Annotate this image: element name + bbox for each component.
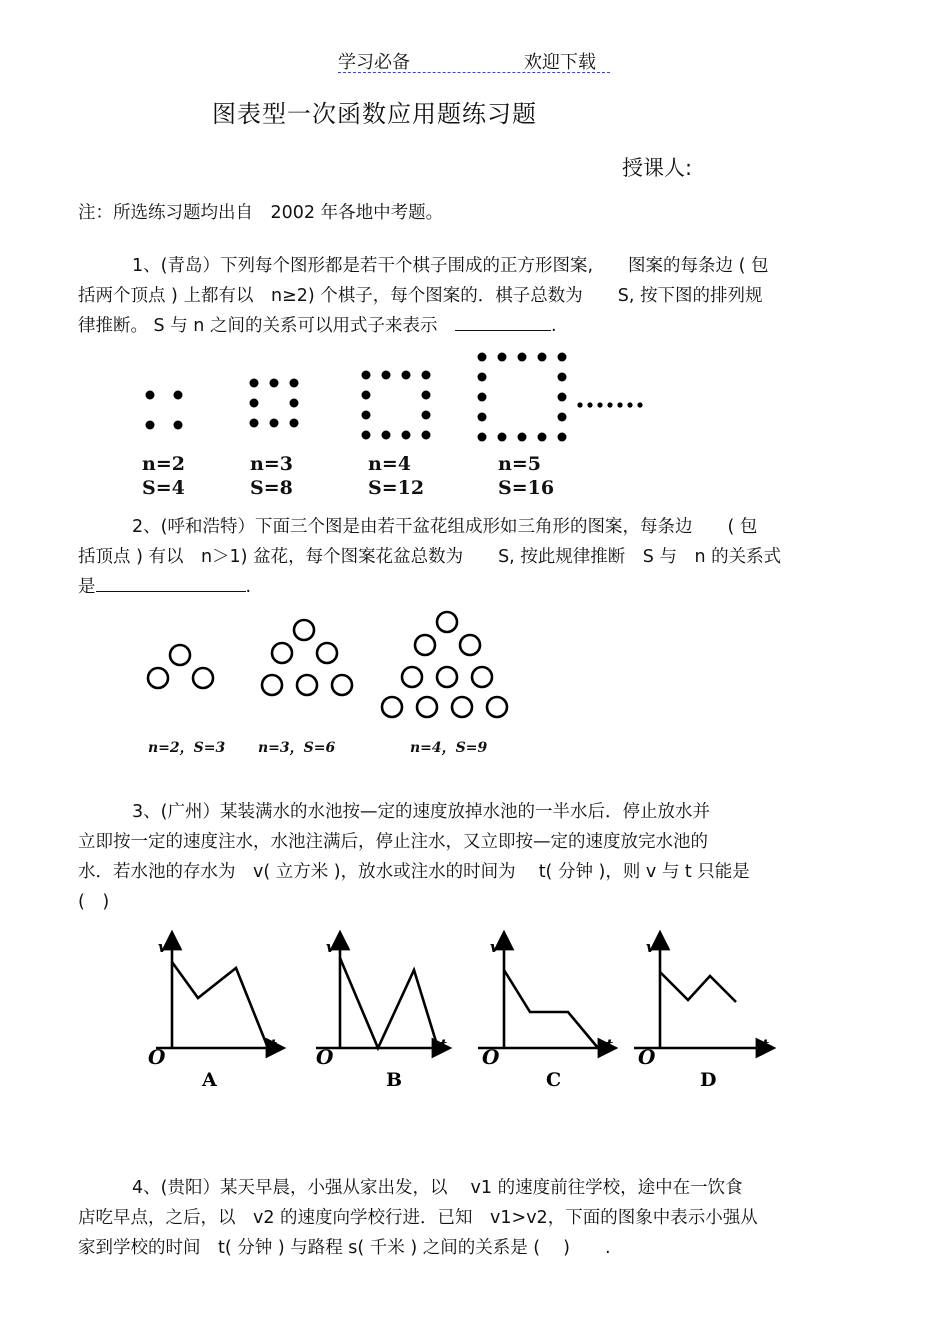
- graph-c: [478, 940, 608, 1048]
- pattern-4-s: S=16: [498, 477, 555, 499]
- chess-pattern-n4: [362, 371, 431, 440]
- graph-c-t-label: t: [606, 1036, 613, 1054]
- q4-line-3: 家到学校的时间 t( 分钟 ) 与路程 s( 千米 ) 之间的关系是 ( ) .: [78, 1238, 611, 1258]
- graph-a-label: A: [202, 1069, 217, 1091]
- q2-line-1: 2、(呼和浩特）下面三个图是由若干盆花组成形如三角形的图案，每条边 ( 包: [132, 517, 758, 537]
- graph-d: [634, 940, 766, 1048]
- graph-c-v-label: v: [490, 938, 499, 956]
- graph-b-t-label: t: [440, 1036, 447, 1054]
- q1-line-3: [78, 311, 878, 341]
- water-graphs-figure: [138, 930, 778, 1095]
- pattern-2-s: S=8: [250, 477, 293, 499]
- q2-answer-blank: [96, 573, 246, 592]
- graph-b-v-label: v: [326, 938, 335, 956]
- header-right: 欢迎下载: [524, 52, 596, 73]
- pattern-label-2: [250, 452, 293, 500]
- chess-pattern-ellipsis: [577, 402, 642, 407]
- question-4: [78, 1173, 878, 1263]
- question-3: [78, 797, 878, 917]
- graph-a-origin: O: [148, 1045, 166, 1069]
- note: 注：所选练习题均出自 2002 年各地中考题。: [78, 203, 444, 223]
- page-title: 图表型一次函数应用题练习题: [212, 100, 537, 128]
- graph-b-origin: O: [316, 1045, 334, 1069]
- q1-line-1: 1、(青岛）下列每个图形都是若干个棋子围成的正方形图案, 图案的每条边 ( 包: [132, 256, 769, 276]
- graph-a: [156, 940, 276, 1048]
- q2-line-3-text: 是: [78, 577, 96, 597]
- pattern-2-n: n=3: [250, 453, 293, 475]
- q1-line-2: 括两个顶点 ) 上都有以 n≥2) 个棋子，每个图案的．棋子总数为 S, 按下图的排列规: [78, 286, 763, 306]
- pattern-3-n: n=4: [368, 453, 411, 475]
- pattern-1-n: n=2: [142, 453, 185, 475]
- flowerpot-caption-3: n=4，S=9: [410, 740, 488, 756]
- q4-line-2: 店吃早点，之后，以 v2 的速度向学校行进．已知 v1>v2，下面的图象中表示小强从: [78, 1208, 758, 1228]
- lecturer-label: 授课人:: [622, 156, 693, 180]
- q3-line-2: 立即按一定的速度注水，水池注满后，停止注水，又立即按—定的速度放完水池的: [78, 832, 708, 852]
- q4-line-1: 4、(贵阳）某天早晨，小强从家出发，以 v1 的速度前往学校，途中在一饮食: [132, 1178, 743, 1198]
- chess-pattern-figure: [130, 345, 670, 453]
- pattern-4-n: n=5: [498, 453, 541, 475]
- q1-line-3-end: .: [550, 316, 557, 336]
- chess-pattern-n3: [250, 379, 299, 428]
- pattern-label-4: [498, 452, 554, 500]
- header-left: 学习必备: [338, 52, 410, 73]
- header-divider: [338, 72, 610, 73]
- flowerpot-pattern-n3: [262, 620, 352, 695]
- graph-a-v-label: v: [158, 938, 167, 956]
- graph-d-label: D: [700, 1069, 717, 1091]
- q3-line-3: 水．若水池的存水为 v( 立方米 )，放水或注水的时间为 t( 分钟 )，则 v 与 t 只能是: [78, 862, 750, 882]
- q3-line-4: ( ): [78, 892, 110, 912]
- q2-line-2: 括顶点 ) 有以 n＞1) 盆花，每个图案花盆总数为 S, 按此规律推断 S 与 n 的关系式: [78, 547, 782, 567]
- q2-line-3-end: .: [245, 577, 252, 597]
- flowerpot-pattern-n2: [148, 645, 213, 688]
- graph-b: [316, 940, 442, 1048]
- q2-line-3: [78, 572, 878, 602]
- flowerpot-pattern-n4: [382, 612, 507, 717]
- chess-pattern-n2: [146, 391, 183, 430]
- flowerpot-caption-2: n=3，S=6: [258, 740, 336, 756]
- q1-answer-blank: [455, 312, 551, 331]
- graph-b-label: B: [386, 1069, 403, 1091]
- flowerpot-caption-1: n=2，S=3: [148, 740, 226, 756]
- q1-line-3-text: 律推断。 S 与 n 之间的关系可以用式子来表示: [78, 316, 455, 336]
- graph-a-t-label: t: [270, 1036, 277, 1054]
- chess-pattern-n5: [478, 353, 567, 442]
- flowerpot-figure: [140, 605, 520, 725]
- pattern-1-s: S=4: [142, 477, 185, 499]
- pattern-label-1: [142, 452, 185, 500]
- pattern-3-s: S=12: [368, 477, 425, 499]
- graph-c-label: C: [546, 1069, 562, 1091]
- pattern-label-3: [368, 452, 424, 500]
- question-1: [78, 251, 878, 341]
- q3-line-1: 3、(广州）某装满水的水池按—定的速度放掉水池的一半水后．停止放水并: [132, 802, 710, 822]
- graph-d-origin: O: [638, 1045, 656, 1069]
- graph-d-v-label: v: [646, 938, 655, 956]
- graph-d-t-label: t: [762, 1036, 769, 1054]
- graph-c-origin: O: [482, 1045, 500, 1069]
- question-2: [78, 512, 878, 602]
